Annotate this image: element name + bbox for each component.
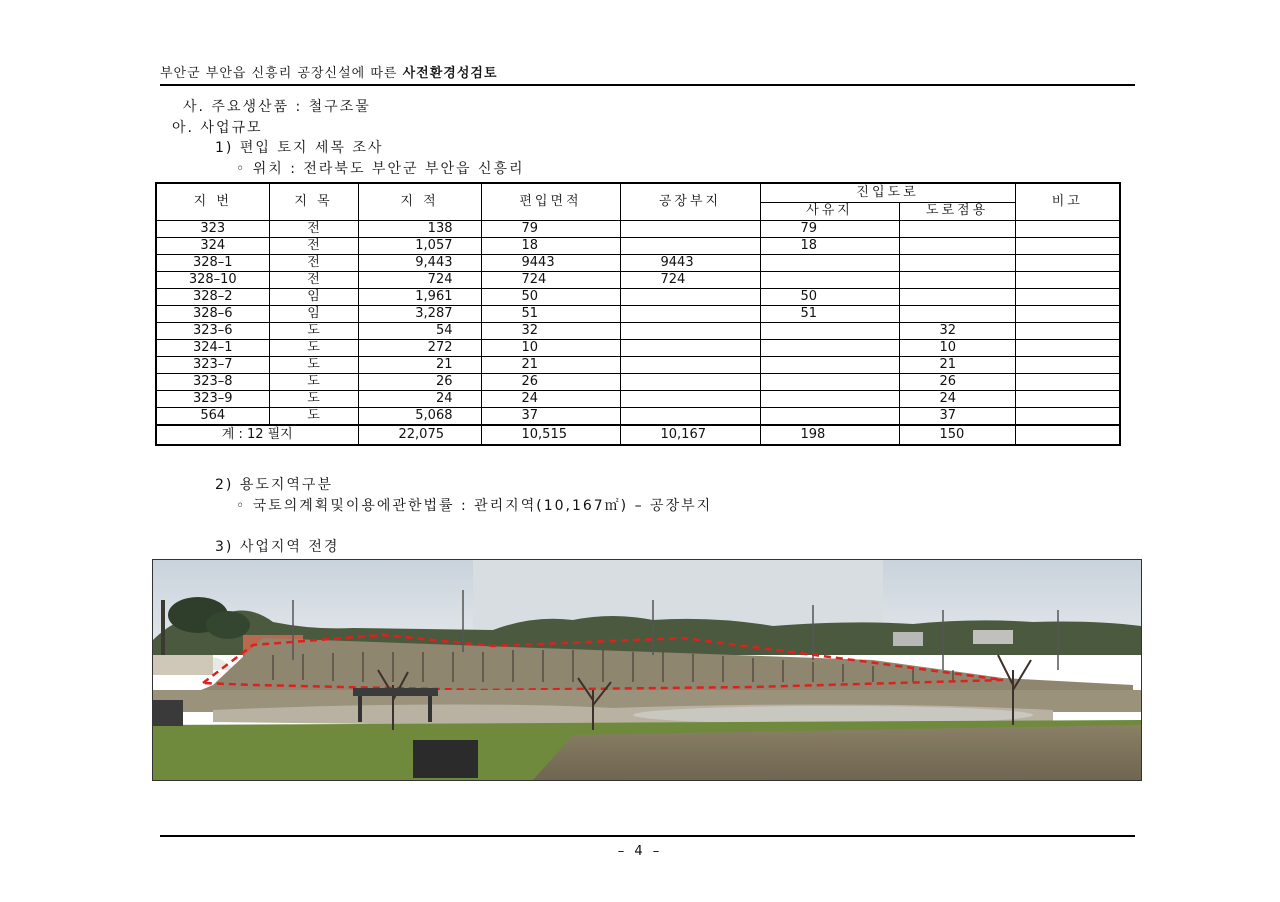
cell-road-occupancy [899, 306, 1015, 323]
cell-lot: 324 [156, 238, 269, 255]
table-total-row [156, 425, 1120, 445]
cell-category: 전 [269, 272, 358, 289]
cell-lot: 323–7 [156, 357, 269, 374]
cell-factory [620, 306, 760, 323]
page-number: – 4 – [617, 844, 663, 859]
total-factory: 10,167 [620, 425, 760, 445]
table-row [156, 391, 1120, 408]
cell-lot: 323–6 [156, 323, 269, 340]
cell-incorporated: 21 [481, 357, 620, 374]
cell-remarks [1015, 340, 1120, 357]
cell-factory [620, 221, 760, 238]
cell-area: 26 [358, 374, 481, 391]
cell-area: 1,961 [358, 289, 481, 306]
cell-factory [620, 289, 760, 306]
cell-incorporated: 24 [481, 391, 620, 408]
table-row [156, 238, 1120, 255]
table-row [156, 255, 1120, 272]
cell-remarks [1015, 221, 1120, 238]
cell-factory [620, 408, 760, 426]
cell-private: 18 [760, 238, 899, 255]
cell-factory [620, 357, 760, 374]
cell-remarks [1015, 357, 1120, 374]
cell-area: 9,443 [358, 255, 481, 272]
document-header [160, 62, 1135, 86]
cell-lot: 323–8 [156, 374, 269, 391]
cell-factory: 9443 [620, 255, 760, 272]
land-table [155, 182, 1121, 446]
header-area: 지 적 [358, 183, 481, 221]
cell-road-occupancy: 37 [899, 408, 1015, 426]
cell-factory [620, 340, 760, 357]
cell-category: 도 [269, 340, 358, 357]
header-road-occupancy: 도로점용 [899, 202, 1015, 220]
cell-private [760, 357, 899, 374]
table-row [156, 340, 1120, 357]
cell-road-occupancy: 10 [899, 340, 1015, 357]
total-label: 계 : 12 필지 [156, 425, 358, 445]
header-remarks: 비고 [1015, 183, 1120, 221]
total-private: 198 [760, 425, 899, 445]
cell-private: 79 [760, 221, 899, 238]
cell-remarks [1015, 255, 1120, 272]
cell-lot: 323 [156, 221, 269, 238]
cell-lot: 328–10 [156, 272, 269, 289]
table-row [156, 306, 1120, 323]
section-land-survey: 1) 편입 토지 세목 조사 [215, 140, 384, 156]
cell-road-occupancy: 26 [899, 374, 1015, 391]
cell-incorporated: 79 [481, 221, 620, 238]
table-row [156, 374, 1120, 391]
cell-area: 724 [358, 272, 481, 289]
cell-incorporated: 51 [481, 306, 620, 323]
header-factory: 공장부지 [620, 183, 760, 221]
cell-incorporated: 37 [481, 408, 620, 426]
section-zoning-detail: ◦ 국토의계획및이용에관한법률 : 관리지역(10,167㎡) – 공장부지 [236, 498, 713, 514]
header-title-regular: 부안군 부안읍 신흥리 공장신설에 따른 [160, 66, 398, 81]
cell-lot: 564 [156, 408, 269, 426]
cell-lot: 323–9 [156, 391, 269, 408]
cell-factory [620, 238, 760, 255]
table-row [156, 357, 1120, 374]
cell-category: 전 [269, 221, 358, 238]
total-area: 22,075 [358, 425, 481, 445]
cell-incorporated: 18 [481, 238, 620, 255]
cell-remarks [1015, 323, 1120, 340]
cell-remarks [1015, 272, 1120, 289]
cell-area: 3,287 [358, 306, 481, 323]
cell-category: 도 [269, 357, 358, 374]
cell-area: 5,068 [358, 408, 481, 426]
cell-road-occupancy [899, 238, 1015, 255]
header-incorporated: 편입면적 [481, 183, 620, 221]
total-road-occupancy: 150 [899, 425, 1015, 445]
cell-remarks [1015, 391, 1120, 408]
cell-private [760, 323, 899, 340]
section-scale: 아. 사업규모 [172, 120, 263, 136]
cell-road-occupancy: 24 [899, 391, 1015, 408]
cell-remarks [1015, 374, 1120, 391]
cell-road-occupancy [899, 272, 1015, 289]
cell-incorporated: 10 [481, 340, 620, 357]
cell-private [760, 408, 899, 426]
cell-area: 272 [358, 340, 481, 357]
cell-category: 임 [269, 306, 358, 323]
cell-area: 138 [358, 221, 481, 238]
cell-category: 도 [269, 374, 358, 391]
cell-lot: 328–1 [156, 255, 269, 272]
table-row [156, 408, 1120, 426]
cell-factory [620, 374, 760, 391]
cell-private [760, 340, 899, 357]
cell-remarks [1015, 238, 1120, 255]
cell-road-occupancy [899, 221, 1015, 238]
cell-lot: 324–1 [156, 340, 269, 357]
cell-incorporated: 50 [481, 289, 620, 306]
cell-category: 도 [269, 408, 358, 426]
cell-area: 24 [358, 391, 481, 408]
section-location: ◦ 위치 : 전라북도 부안군 부안읍 신흥리 [236, 161, 525, 177]
cell-private: 50 [760, 289, 899, 306]
cell-incorporated: 32 [481, 323, 620, 340]
cell-road-occupancy: 21 [899, 357, 1015, 374]
table-body [156, 221, 1120, 446]
cell-incorporated: 724 [481, 272, 620, 289]
cell-remarks [1015, 408, 1120, 426]
cell-area: 21 [358, 357, 481, 374]
cell-factory: 724 [620, 272, 760, 289]
cell-factory [620, 323, 760, 340]
cell-incorporated: 26 [481, 374, 620, 391]
table-row [156, 221, 1120, 238]
header-access-road: 진입도로 [760, 183, 1015, 202]
cell-incorporated: 9443 [481, 255, 620, 272]
header-title-bold: 사전환경성검토 [402, 66, 498, 81]
cell-category: 임 [269, 289, 358, 306]
table-row [156, 289, 1120, 306]
header-lot: 지 번 [156, 183, 269, 221]
cell-private [760, 255, 899, 272]
total-remarks [1015, 425, 1120, 445]
cell-category: 도 [269, 391, 358, 408]
cell-private [760, 272, 899, 289]
table-row [156, 323, 1120, 340]
cell-area: 54 [358, 323, 481, 340]
header-private: 사유지 [760, 202, 899, 220]
cell-private [760, 391, 899, 408]
cell-category: 도 [269, 323, 358, 340]
header-category: 지 목 [269, 183, 358, 221]
cell-remarks [1015, 289, 1120, 306]
cell-road-occupancy [899, 289, 1015, 306]
footer-rule [160, 835, 1135, 837]
cell-road-occupancy: 32 [899, 323, 1015, 340]
section-view-title: 3) 사업지역 전경 [215, 539, 340, 555]
cell-private: 51 [760, 306, 899, 323]
cell-lot: 328–2 [156, 289, 269, 306]
cell-road-occupancy [899, 255, 1015, 272]
site-panorama-photo [152, 559, 1142, 781]
cell-area: 1,057 [358, 238, 481, 255]
section-zoning-title: 2) 용도지역구분 [215, 477, 333, 493]
cell-private [760, 374, 899, 391]
section-product: 사. 주요생산품 : 철구조물 [183, 99, 371, 115]
total-incorporated: 10,515 [481, 425, 620, 445]
cell-remarks [1015, 306, 1120, 323]
table-row [156, 272, 1120, 289]
cell-factory [620, 391, 760, 408]
cell-lot: 328–6 [156, 306, 269, 323]
cell-category: 전 [269, 255, 358, 272]
cell-category: 전 [269, 238, 358, 255]
